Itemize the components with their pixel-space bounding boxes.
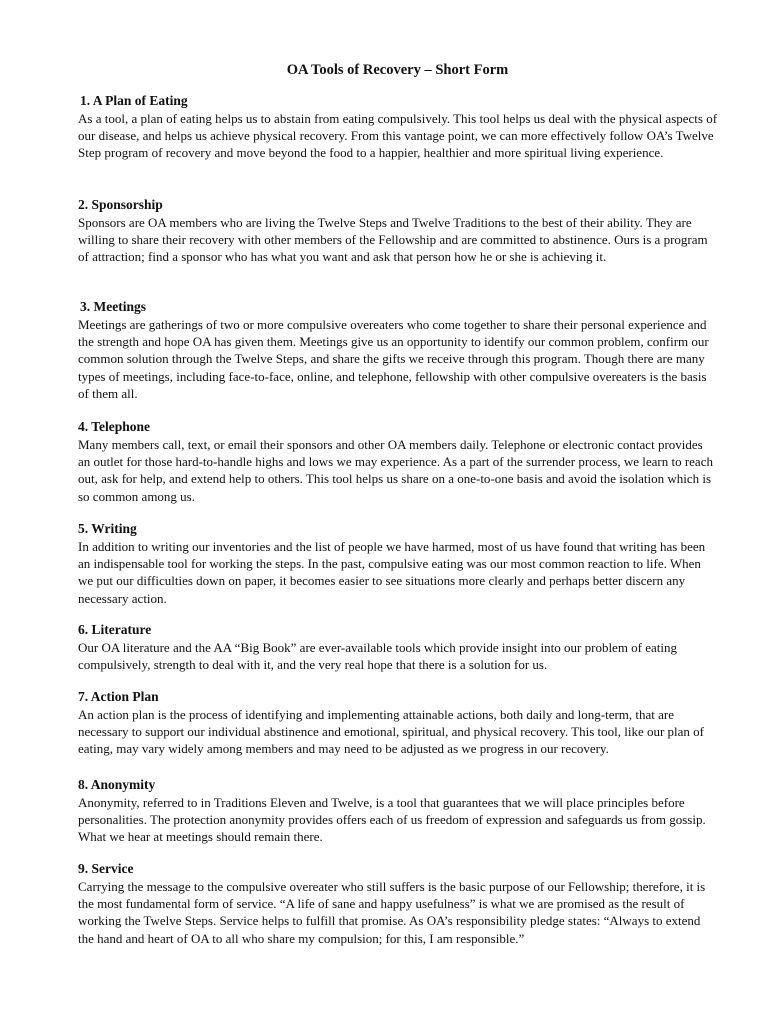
section-writing <box>78 520 718 607</box>
section-heading: 5. Writing <box>78 521 137 536</box>
section-body: Many members call, text, or email their sponsors and other OA members daily. Telephone or electronic contact provides an outlet for those hard-to-handle highs and lows we may experience. As a part of the surrender process, we learn to reach out, ask for help, and extend help to others. This tool helps us share on a one-to-one basis and avoid the isolation which is so common among us. <box>78 436 713 504</box>
section-anonymity <box>78 776 718 846</box>
section-heading: 8. Anonymity <box>78 777 156 792</box>
section-body: Sponsors are OA members who are living the Twelve Steps and Twelve Traditions to the best of their ability. They are willing to share their recovery with other members of the Fellowship and are committed to abstinence. Ours is a program of attraction; find a sponsor who has what you want and ask that person how he or she is achieving it. <box>78 214 708 265</box>
section-heading: 7. Action Plan <box>78 689 159 704</box>
section-heading: 1. A Plan of Eating <box>80 93 188 108</box>
section-body: An action plan is the process of identifying and implementing attainable actions, both daily and long-term, that are necessary to support our individual abstinence and emotional, spiritual, and physical recovery. This tool, like our plan of eating, may vary widely among members and may need to be adjusted as we progress in our recovery. <box>78 706 705 757</box>
section-heading: 2. Sponsorship <box>78 197 163 212</box>
section-heading: 3. Meetings <box>80 299 146 314</box>
section-heading: 6. Literature <box>78 622 152 637</box>
section-heading: 9. Service <box>78 861 134 876</box>
section-body: Carrying the message to the compulsive overeater who still suffers is the basic purpose of our Fellowship; therefore, it is the most fundamental form of service. “A life of sane and happy usefulness” is what we are promised as the result of working the Twelve Steps. Service helps to fulfill that promise. As OA’s responsibility pledge states: “Always to extend the hand and heart of OA to all who share my compulsion; for this, I am responsible.” <box>78 878 706 946</box>
section-service <box>78 860 718 947</box>
section-plan-of-eating <box>78 92 718 162</box>
section-action-plan <box>78 688 718 758</box>
section-sponsorship <box>78 196 718 266</box>
section-body: In addition to writing our inventories and the list of people we have harmed, most of us have found that writing has been an indispensable tool for working the steps. In the past, compulsive eating was our most common reaction to life. When we put our difficulties down on paper, it becomes easier to see situations more clearly and perhaps better discern any necessary action. <box>78 538 706 606</box>
section-telephone <box>78 418 718 505</box>
document-title: OA Tools of Recovery – Short Form <box>286 62 509 78</box>
section-literature <box>78 621 718 673</box>
section-body: As a tool, a plan of eating helps us to abstain from eating compulsively. This tool helps us deal with the physical aspects of our disease, and helps us achieve physical recovery. From this vantage point, we can more effectively follow OA’s Twelve Step program of recovery and move beyond the food to a happier, healthier and more spiritual living experience. <box>78 110 718 161</box>
section-body: Anonymity, referred to in Traditions Eleven and Twelve, is a tool that guarantees that we will place principles before personalities. The protection anonymity provides offers each of us freedom of expression and safeguards us from gossip. What we hear at meetings should remain there. <box>78 794 706 845</box>
section-meetings <box>78 298 718 403</box>
section-heading: 4. Telephone <box>78 419 151 434</box>
section-body: Our OA literature and the AA “Big Book” are ever-available tools which provide insight into our problem of eating compulsively, strength to deal with it, and the very real hope that there is a solution for us. <box>78 639 678 672</box>
section-body: Meetings are gatherings of two or more compulsive overeaters who come together to share their personal experience and the strength and hope OA has given them. Meetings give us an opportunity to identify our common problem, confirm our common solution through the Twelve Steps, and share the gifts we receive through this program. Though there are many types of meetings, including face-to-face, online, and telephone, fellowship with other compulsive overeaters is the basis of them all. <box>78 316 709 402</box>
